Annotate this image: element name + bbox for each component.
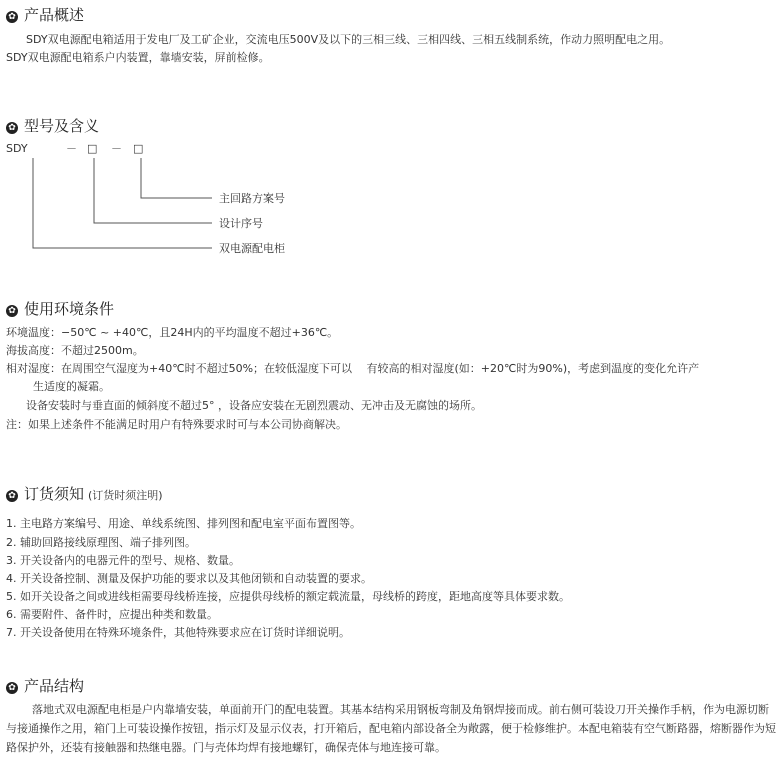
model-dash: － (111, 142, 122, 155)
model-label: 主回路方案号 (219, 192, 285, 205)
environment-line: 环境温度：−50℃ ~ +40℃，且24H内的平均温度不超过+36℃。 (6, 326, 339, 339)
section-title-text: 产品概述 (24, 6, 85, 24)
structure-paragraph: 落地式双电源配电柜是户内靠墙安装，单面前开门的配电装置。其基本结构采用钢板弯制及角钢焊接而成。前右侧可装设刀开关操作手柄，作为电源切断与接通操作之用，箱门上可装设操作按钮，指示灯及显示仪表，打开箱后，配电箱内部设备全为敞露，便于检修维护。本配电箱装有空气断路器，熔断器作为短路保护外，还装有接触器和热继电器。门与壳体均焊有接地螺钉，确保壳体与地连接可靠。 (6, 703, 776, 754)
ordering-item: 7. 开关设备使用在特殊环境条件，其他特殊要求应在订货时详细说明。 (6, 626, 350, 639)
overview-line: SDY双电源配电箱适用于发电厂及工矿企业，交流电压500V及以下的三相三线、三相四线、三相五线制系统，作动力照明配电之用。 (26, 33, 671, 46)
ordering-item: 2. 辅助回路接线原理图、端子排列图。 (6, 536, 196, 549)
ordering-item: 5. 如开关设备之间或进线柜需要母线桥连接，应提供母线桥的额定载流量，母线桥的跨度，距地高度等具体要求数。 (6, 590, 570, 603)
section-title-text: 订货须知 (24, 485, 85, 503)
gear-icon: ✿ (6, 682, 18, 694)
section-title-note: (订货时须注明) (88, 489, 163, 502)
ordering-item: 1. 主电路方案编号、用途、单线系统图、排列图和配电室平面布置图等。 (6, 517, 361, 530)
ordering-item: 4. 开关设备控制、测量及保护功能的要求以及其他闭锁和自动装置的要求。 (6, 572, 372, 585)
gear-icon: ✿ (6, 305, 18, 317)
model-code-diagram (0, 138, 400, 258)
gear-icon: ✿ (6, 11, 18, 23)
leader-line (33, 158, 212, 248)
model-label: 双电源配电柜 (219, 242, 285, 255)
gear-icon: ✿ (6, 490, 18, 502)
gear-icon: ✿ (6, 122, 18, 134)
environment-line: 生适度的凝霜。 (33, 380, 110, 393)
environment-line: 海拔高度：不超过2500m。 (6, 344, 144, 357)
model-box: □ (133, 142, 144, 155)
environment-line: 相对湿度：在周围空气湿度为+40℃时不超过50%；在较低湿度下可以 有较高的相对湿度(如：+20℃时为90%)，考虑到温度的变化允许产 (6, 362, 700, 375)
model-dash: － (66, 142, 77, 155)
section-title-text: 产品结构 (24, 677, 85, 695)
environment-note: 注：如果上述条件不能满足时用户有特殊要求时可与本公司协商解决。 (6, 418, 347, 431)
section-title-text: 使用环境条件 (24, 300, 115, 318)
leader-line (141, 158, 212, 198)
section-title-ordering (6, 484, 163, 504)
section-title-overview (6, 5, 84, 25)
model-code: SDY (6, 142, 28, 155)
ordering-item: 6. 需要附件、备件时，应提出种类和数量。 (6, 608, 218, 621)
section-title-model (6, 116, 99, 136)
overview-line: SDY双电源配电箱系户内装置，靠墙安装，屏前检修。 (6, 51, 270, 64)
model-box: □ (87, 142, 98, 155)
model-label: 设计序号 (219, 217, 263, 230)
leader-line (94, 158, 212, 223)
section-title-text: 型号及含义 (24, 117, 100, 135)
ordering-item: 3. 开关设备内的电器元件的型号、规格、数量。 (6, 554, 240, 567)
environment-line: 设备安装时与垂直面的倾斜度不超过5° ，设备应安装在无剧烈震动、无冲击及无腐蚀的场所。 (26, 399, 482, 412)
section-title-structure (6, 676, 84, 696)
section-title-environment (6, 299, 114, 319)
